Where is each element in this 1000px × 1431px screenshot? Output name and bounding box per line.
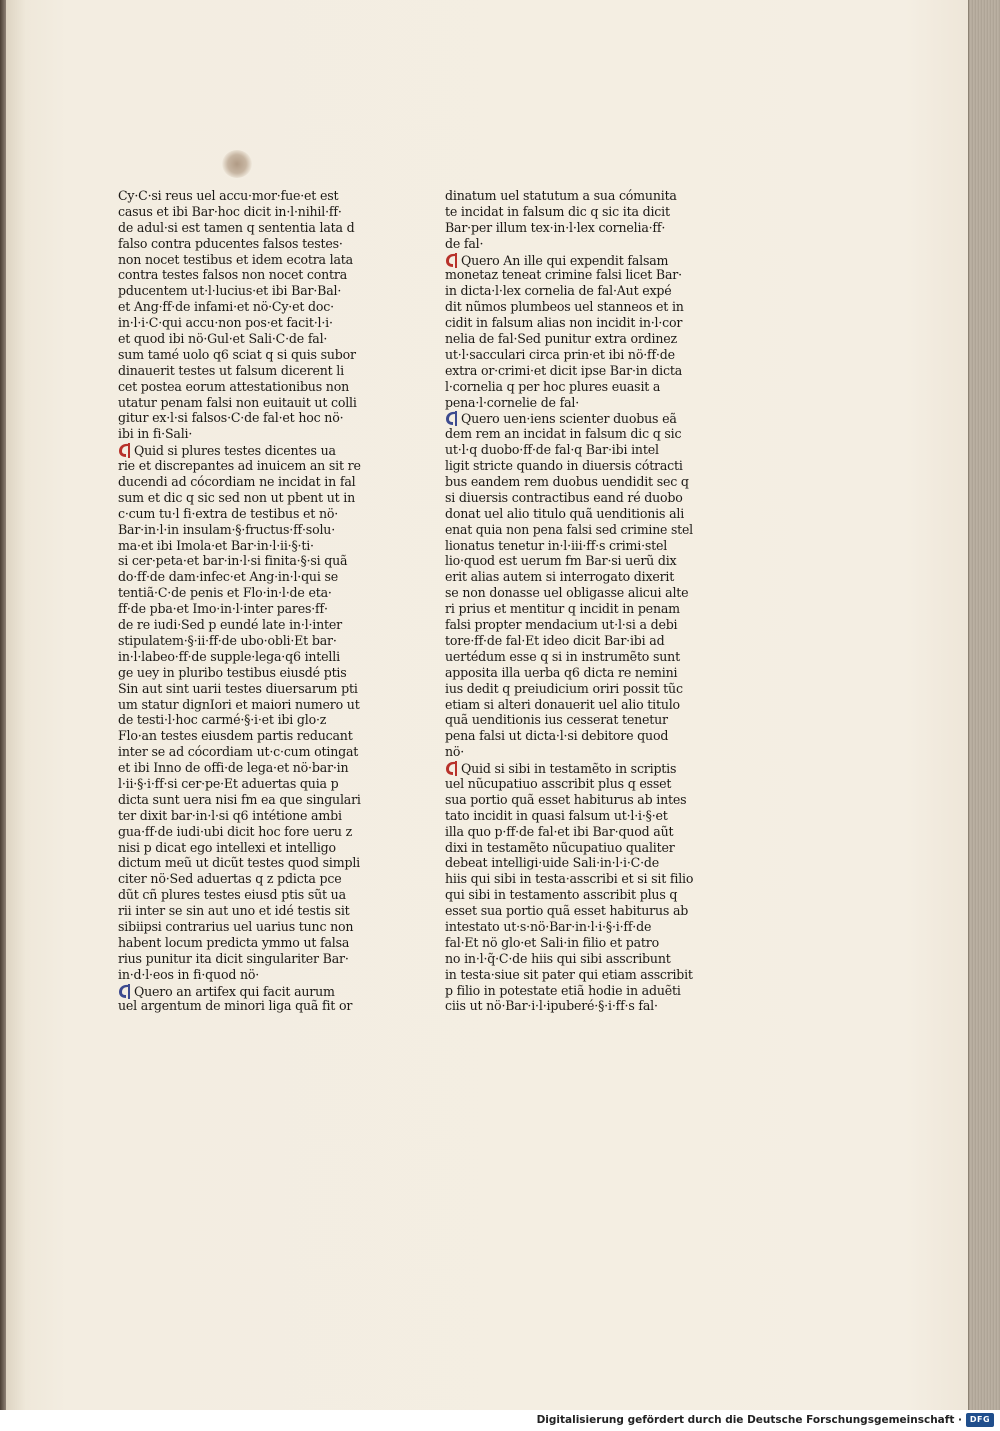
right-column-line-text: intestato ut·s·nö·Bar·in·l·i·§·i·ff·de [445, 918, 652, 934]
right-column-line-text: cidit in falsum alias non incidit in·l·cor [445, 315, 683, 331]
right-column-line-text: fal·Et nö glo·et Sali·in filio et patro [445, 934, 659, 950]
left-column-line [118, 601, 380, 617]
left-column-line [118, 315, 380, 331]
left-column-line [118, 728, 380, 744]
right-column-line [445, 267, 693, 283]
left-column-line-text: si cer·peta·et bar·in·l·si finita·§·si quã [118, 553, 348, 569]
right-column-line-text: bus eandem rem duobus uendidit sec q [445, 474, 689, 490]
left-column-line [118, 331, 380, 347]
right-column-line-text: si diuersis contractibus eand ré duobo [445, 489, 683, 505]
right-column-line [445, 553, 693, 569]
right-column-line [445, 601, 693, 617]
right-column-line [445, 665, 693, 681]
left-column-line [118, 808, 380, 824]
left-column-line [118, 919, 380, 935]
footer-bar [0, 1410, 1000, 1431]
left-column-line-text: inter se ad cócordiam ut·c·cum otingat [118, 744, 359, 760]
left-column-line [118, 299, 380, 315]
left-column-line-text: de re iudi·Sed p eundé late in·l·inter [118, 617, 342, 633]
right-column-line [445, 649, 693, 665]
right-column-line-text: nelia de fal·Sed punitur extra ordinez [445, 331, 677, 347]
left-column-line-text: utatur penam falsi non euitauit ut colli [118, 394, 357, 410]
right-column-line-text: dem rem an incidat in falsum dic q sic [445, 426, 682, 442]
left-column-line-text: contra testes falsos non nocet contra [118, 267, 348, 283]
right-column-line [445, 617, 693, 633]
right-column-line [445, 331, 693, 347]
page-fore-edge [968, 0, 1000, 1410]
left-column-line-text: uel argentum de minori liga quã fit or [118, 998, 353, 1014]
left-column-line [118, 776, 380, 792]
left-column-line [118, 824, 380, 840]
right-column-line-text: sua portio quã esset habiturus ab intes [445, 791, 687, 807]
paragraph-mark-icon [445, 760, 459, 776]
right-column-line-text: ciis ut nö·Bar·i·l·ipuberé·§·i·ff·s fal· [445, 998, 658, 1014]
right-column-line [445, 315, 693, 331]
right-column-line [445, 379, 693, 395]
left-column-line-text: habent locum predicta ymmo ut falsa [118, 934, 350, 950]
right-column-line [445, 633, 693, 649]
right-column-line [445, 538, 693, 554]
right-column-line [445, 697, 693, 713]
left-column-line [118, 712, 380, 728]
right-column-line-text: hiis qui sibi in testa·asscribi et si sit filio [445, 871, 694, 887]
right-column-line [445, 728, 693, 744]
left-column-line [118, 744, 380, 760]
left-column-line-text: ma·et ibi Imola·et Bar·in·l·ii·§·ti· [118, 537, 314, 553]
left-column-line-text: in·l·labeo·ff·de supple·lega·q6 intelli [118, 648, 340, 664]
right-column-line [445, 681, 693, 697]
right-column-line-text: lio·quod est uerum fm Bar·si uerũ dix [445, 553, 677, 569]
right-column-line-text: dinatum uel statutum a sua cómunita [445, 188, 677, 203]
right-column-line-text: lionatus tenetur in·l·iii·ff·s crimi·stel [445, 537, 668, 553]
right-column-line [445, 712, 693, 728]
right-column-line [445, 967, 691, 983]
right-column-line-text: ius dedit q preiudicium oriri possit tũc [445, 680, 683, 696]
left-column-line [118, 792, 380, 808]
left-column-line-text: Flo·an testes eiusdem partis reducant [118, 728, 353, 744]
right-column-line-text: donat uel alio titulo quã uenditionis ali [445, 505, 685, 521]
right-column-line-text: monetaz teneat crimine falsi licet Bar· [445, 267, 682, 283]
left-column-line-text: gitur ex·l·si falsos·C·de fal·et hoc nö· [118, 410, 344, 426]
right-column-line [445, 474, 693, 490]
right-column-line-text: apposita illa uerba q6 dicta re nemini [445, 664, 678, 680]
right-column-line-text: in dicta·l·lex cornelia de fal·Aut expé [445, 283, 672, 299]
left-column-line-text: rius punitur ita dicit singulariter Bar· [118, 950, 349, 966]
right-column-line-text: erit alias autem si interrogato dixerit [445, 569, 675, 585]
right-column-line [445, 410, 693, 426]
left-column-line [118, 252, 380, 268]
left-column-line-text: Quero an artifex qui facit aurum [134, 983, 335, 999]
left-column-line [118, 967, 380, 983]
footer-credit: Digitalisierung gefördert durch die Deutsche Forschungsgemeinschaft · [536, 1414, 962, 1426]
left-column-line [118, 522, 380, 538]
left-column-line [118, 998, 380, 1014]
right-column-line [445, 935, 693, 951]
left-column-line [118, 410, 380, 426]
left-column-line [118, 395, 380, 411]
left-column-line-text: in·l·i·C·qui accu·non pos·et facit·l·i· [118, 315, 333, 331]
right-column-line-text: etiam si alteri donauerit uel alio titulo [445, 696, 680, 712]
left-column-line-text: tentiã·C·de penis et Flo·in·l·de eta· [118, 585, 332, 601]
left-column-line [118, 983, 380, 999]
right-column-line-text: de fal· [445, 235, 484, 251]
left-column-line-text: ducendi ad cócordiam ne incidat in fal [118, 474, 356, 490]
right-column-line [445, 871, 693, 887]
right-column-line [445, 824, 693, 840]
right-column-line-text: ut·l·q duobo·ff·de fal·q Bar·ibi intel [445, 442, 659, 458]
left-column-line [118, 490, 380, 506]
left-column-line [118, 681, 380, 697]
right-column-line-text: se non donasse uel obligasse alicui alte [445, 585, 689, 601]
right-column-line [445, 951, 693, 967]
right-column-line-text: esset sua portio quã esset habiturus ab [445, 903, 689, 919]
left-column-line-text: de adul·si est tamen q sententia lata d [118, 219, 355, 235]
right-column-line-text: quã uenditionis ius cesserat tenetur [445, 712, 668, 728]
right-column-line [445, 426, 693, 442]
left-column-line-text: gua·ff·de iudi·ubi dicit hoc fore ueru z [118, 823, 352, 839]
left-column-line-text: non nocet testibus et idem ecotra lata [118, 251, 353, 267]
right-column-line-text: enat quia non pena falsi sed crimine stel [445, 521, 693, 537]
left-column-line-text: Cy·C·si reus uel accu·mor·fue·et est [118, 188, 339, 203]
left-column-line-text: et quod ibi nö·Gul·et Sali·C·de fal· [118, 331, 328, 347]
left-column-line-text: et Ang·ff·de infami·et nö·Cy·et doc· [118, 299, 334, 315]
right-column-line [445, 395, 693, 411]
right-column-line-text: debeat intelligi·uide Sali·in·l·i·C·de [445, 855, 660, 871]
left-column-line-text: dictum meũ ut dicũt testes quod simpli [118, 855, 360, 871]
right-column-line [445, 347, 693, 363]
right-column-line-text: Quid si sibi in testamẽto in scriptis [461, 761, 677, 777]
paragraph-mark-icon [445, 252, 459, 268]
left-column-line [118, 220, 380, 236]
left-column-line [118, 363, 380, 379]
left-column-line-text: cet postea eorum attestationibus non [118, 378, 349, 394]
right-column-line [445, 776, 693, 792]
right-column-line [445, 744, 693, 760]
left-column-line-text: falso contra pducentes falsos testes· [118, 235, 343, 251]
right-column-line-text: tato incidit in quasi falsum ut·l·i·§·et [445, 807, 668, 823]
right-column-line [445, 283, 693, 299]
right-column-line-text: Quero uen·iens scienter duobus eã [461, 411, 677, 427]
left-column-line [118, 267, 380, 283]
left-column-line [118, 553, 380, 569]
right-column-line-text: ri prius et mentitur q incidit in penam [445, 601, 680, 617]
right-column-line-text: dit nũmos plumbeos uel stanneos et in [445, 299, 684, 315]
right-column-line-text: uertédum esse q si in instrumẽto sunt [445, 648, 680, 664]
left-column-line-text: Sin aut sint uarii testes diuersarum pti [118, 680, 358, 696]
right-column-line [445, 236, 693, 252]
right-column-line-text: l·cornelia q per hoc plures euasit a [445, 378, 661, 394]
left-column-line-text: dũt cñ plures testes eiusd ptis sũt ua [118, 887, 346, 903]
paragraph-mark-icon [118, 442, 132, 458]
left-column-line [118, 903, 380, 919]
right-column-line-text: ut·l·sacculari circa prin·et ibi nö·ff·de [445, 346, 675, 362]
left-column-line [118, 887, 380, 903]
left-column-line-text: ff·de pba·et Imo·in·l·inter pares·ff· [118, 601, 328, 617]
left-column-line-text: Bar·in·l·in insulam·§·fructus·ff·solu· [118, 521, 335, 537]
left-column-line-text: sibiipsi contrarius uel uarius tunc non [118, 918, 354, 934]
right-column-line-text: te incidat in falsum dic q sic ita dicit [445, 203, 670, 219]
left-column-line-text: stipulatem·§·ii·ff·de ubo·obli·Et bar· [118, 632, 337, 648]
right-column-line-text: tore·ff·de fal·Et ideo dicit Bar·ibi ad [445, 632, 665, 648]
right-column-line-text: pena·l·cornelie de fal· [445, 394, 580, 410]
right-column-line [445, 792, 693, 808]
left-column-line [118, 760, 380, 776]
right-column-line [445, 840, 693, 856]
right-column-line [445, 458, 693, 474]
left-column-line [118, 633, 380, 649]
left-column-line-text: ter dixit bar·in·l·si q6 intétione ambi [118, 807, 342, 823]
right-column-line [445, 808, 693, 824]
left-column-line [118, 649, 380, 665]
left-column-line-text: c·cum tu·l fi·extra de testibus et nö· [118, 505, 339, 521]
left-column-line-text: ibi in fi·Sali· [118, 426, 193, 442]
left-column-line-text: rii inter se sin aut uno et idé testis sit [118, 903, 350, 919]
right-column-line [445, 506, 693, 522]
right-column-line-text: pena falsi ut dicta·l·si debitore quod [445, 728, 669, 744]
left-column-line-text: de testi·l·hoc carmé·§·i·et ibi glo·z [118, 712, 327, 728]
right-column-line-text: ligit stricte quando in diuersis cótracti [445, 458, 683, 474]
right-column-line-text: extra or·crimi·et dicit ipse Bar·in dicta [445, 362, 683, 378]
right-column-line [445, 903, 693, 919]
right-column-line-text: nö· [445, 744, 465, 760]
right-column-line [445, 204, 693, 220]
left-column-line [118, 283, 380, 299]
left-column-line-text: Quid si plures testes dicentes ua [134, 443, 336, 459]
right-column-line [445, 188, 693, 204]
right-column-line-text: p filio in potestate etiã hodie in aduẽti [445, 982, 681, 998]
left-column-line-text: dicta sunt uera nisi fm ea que singulari [118, 791, 361, 807]
left-column-line-text: ge uey in pluribo testibus eiusdé ptis [118, 664, 347, 680]
right-column-line-text: uel nũcupatiuo asscribit plus q esset [445, 775, 672, 791]
dfg-logo: DFG [966, 1413, 994, 1427]
right-column-line-text: falsi propter mendacium ut·l·si a debi [445, 617, 678, 633]
right-column-line [445, 442, 693, 458]
left-column-line [118, 871, 380, 887]
left-column-line-text: casus et ibi Bar·hoc dicit in·l·nihil·ff· [118, 203, 342, 219]
left-column-line [118, 458, 380, 474]
left-column-line-text: citer nö·Sed aduertas q z pdicta pce [118, 871, 342, 887]
right-column-line [445, 220, 693, 236]
right-column-line-text: Quero An ille qui expendit falsam [461, 252, 669, 268]
right-column-line-text: illa quo p·ff·de fal·et ibi Bar·quod aũt [445, 823, 674, 839]
left-column-line-text: dinauerit testes ut falsum dicerent li [118, 362, 344, 378]
left-column-line [118, 585, 380, 601]
left-column-line-text: pducentem ut·l·lucius·et ibi Bar·Bal· [118, 283, 342, 299]
left-column-line-text: l·ii·§·i·ff·si cer·pe·Et aduertas quia p [118, 775, 339, 791]
left-column-line [118, 474, 380, 490]
left-column-line-text: et ibi Inno de offi·de lega·et nö·bar·in [118, 760, 349, 776]
left-column-line [118, 236, 380, 252]
left-column-line [118, 379, 380, 395]
left-column-line-text: nisi p dicat ego intellexi et intelligo [118, 839, 336, 855]
right-column-line [445, 585, 693, 601]
right-column-line-text: Bar·per illum tex·in·l·lex cornelia·ff· [445, 219, 666, 235]
left-text-column [118, 188, 380, 1014]
left-column-line [118, 569, 380, 585]
paragraph-mark-icon [118, 983, 132, 999]
left-column-line [118, 840, 380, 856]
right-column-line-text: in testa·siue sit pater qui etiam asscribit [445, 966, 693, 982]
right-column-line [445, 919, 693, 935]
right-column-line [445, 521, 693, 538]
left-column-line-text: in·d·l·eos in fi·quod nö· [118, 966, 260, 982]
left-column-line [118, 617, 380, 633]
left-column-line [118, 347, 380, 363]
left-column-line [118, 506, 380, 522]
left-column-line [118, 188, 380, 204]
left-column-line-text: do·ff·de dam·infec·et Ang·in·l·qui se [118, 569, 338, 585]
left-column-line-text: um statur dignIori et maiori numero ut [118, 696, 360, 712]
right-column-line [445, 983, 693, 999]
left-column-line [118, 665, 380, 681]
left-column-line [118, 442, 380, 458]
right-column-line-text: qui sibi in testamento asscribit plus q [445, 887, 678, 903]
left-column-line [118, 538, 380, 554]
paragraph-mark-icon [445, 410, 459, 426]
right-column-line [445, 760, 693, 776]
left-column-line-text: sum et dic q sic sed non ut pbent ut in [118, 489, 356, 505]
right-column-line [445, 569, 693, 585]
right-column-line [445, 998, 693, 1014]
left-column-line [118, 855, 380, 871]
left-column-line [118, 426, 380, 442]
left-column-line-text: rie et discrepantes ad inuicem an sit re [118, 458, 361, 474]
left-column-line [118, 935, 380, 951]
right-column-line [445, 252, 693, 268]
right-column-line [445, 363, 693, 379]
right-column-line [445, 490, 693, 506]
left-column-line-text: sum tamé uolo q6 sciat q si quis subor [118, 346, 356, 362]
right-column-line-text: dixi in testamẽto nũcupatiuo qualiter [445, 839, 675, 855]
left-column-line [118, 951, 380, 967]
left-column-line [118, 204, 380, 220]
right-column-line [445, 855, 693, 871]
right-column-line [445, 887, 693, 903]
right-column-line-text: no in·l·q̃·C·de hiis qui sibi asscribunt [445, 950, 671, 966]
left-column-line [118, 697, 380, 713]
right-text-column [445, 188, 693, 1014]
ink-stain [222, 150, 252, 178]
right-column-line [445, 299, 693, 315]
